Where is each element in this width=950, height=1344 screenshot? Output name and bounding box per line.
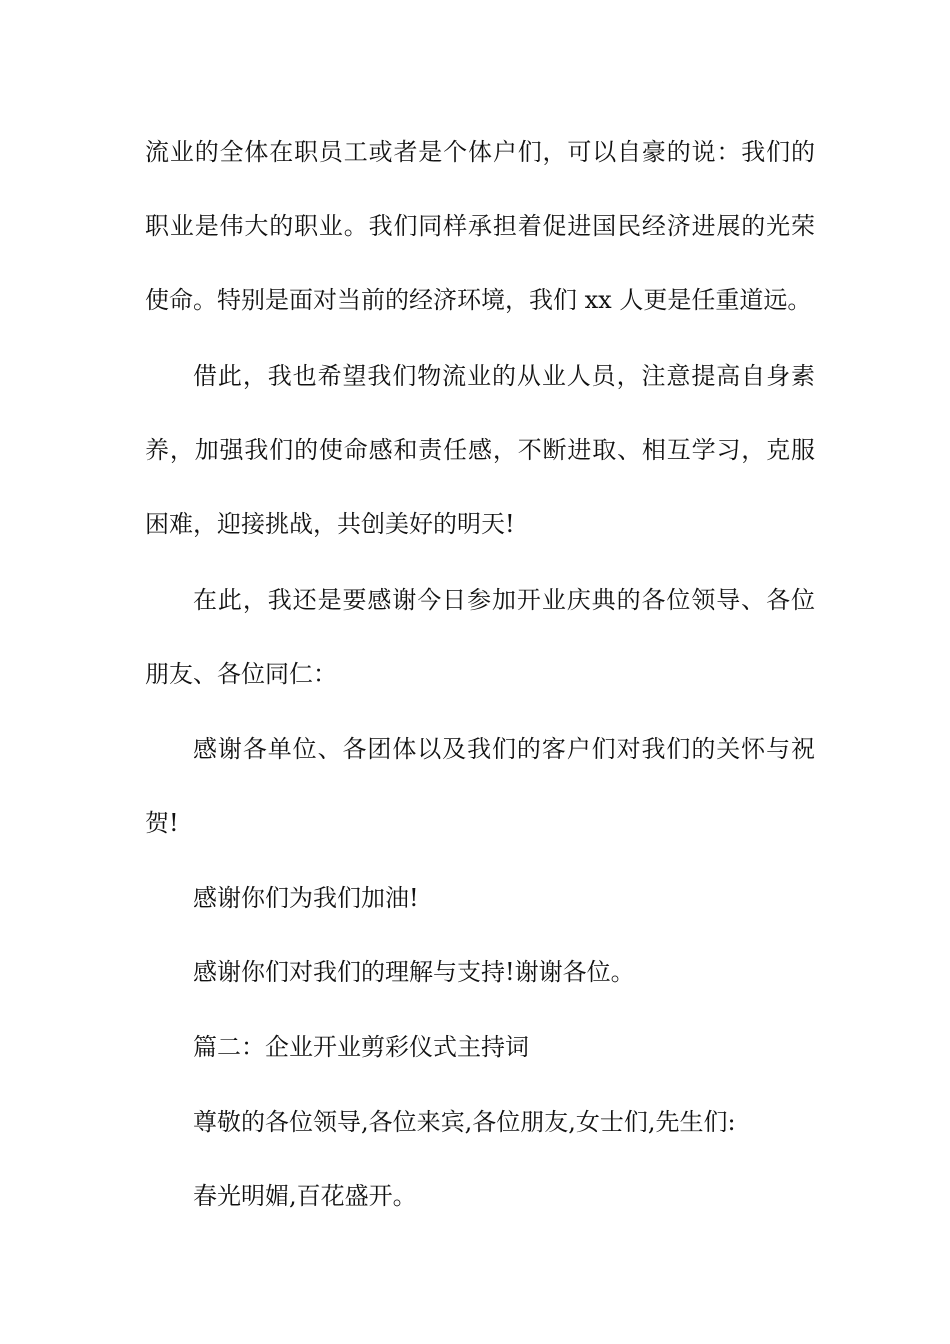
section-heading: 篇二：企业开业剪彩仪式主持词	[193, 1033, 529, 1061]
paragraph-line-12: 感谢你们对我们的理解与支持!谢谢各位。	[193, 958, 635, 986]
paragraph-line-14: 尊敬的各位领导,各位来宾,各位朋友,女士们,先生们:	[193, 1108, 736, 1136]
paragraph-line-8: 朋友、各位同仁：	[145, 660, 337, 688]
paragraph-line-5: 养，加强我们的使命感和责任感，不断进取、相互学习，克服	[145, 436, 815, 464]
paragraph-line-15: 春光明媚,百花盛开。	[193, 1182, 417, 1210]
paragraph-line-10: 贺!	[145, 809, 179, 837]
paragraph-line-7: 在此，我还是要感谢今日参加开业庆典的各位领导、各位	[193, 586, 815, 614]
paragraph-line-1: 流业的全体在职员工或者是个体户们，可以自豪的说：我们的	[145, 138, 815, 166]
paragraph-line-9: 感谢各单位、各团体以及我们的客户们对我们的关怀与祝	[193, 735, 815, 763]
paragraph-line-2: 职业是伟大的职业。我们同样承担着促进国民经济进展的光荣	[145, 212, 815, 240]
paragraph-line-11: 感谢你们为我们加油!	[193, 884, 419, 912]
paragraph-line-4: 借此，我也希望我们物流业的从业人员，注意提高自身素	[193, 362, 815, 390]
paragraph-line-3: 使命。特别是面对当前的经济环境，我们 xx 人更是任重道远。	[145, 286, 812, 314]
paragraph-line-6: 困难，迎接挑战，共创美好的明天!	[145, 510, 515, 538]
